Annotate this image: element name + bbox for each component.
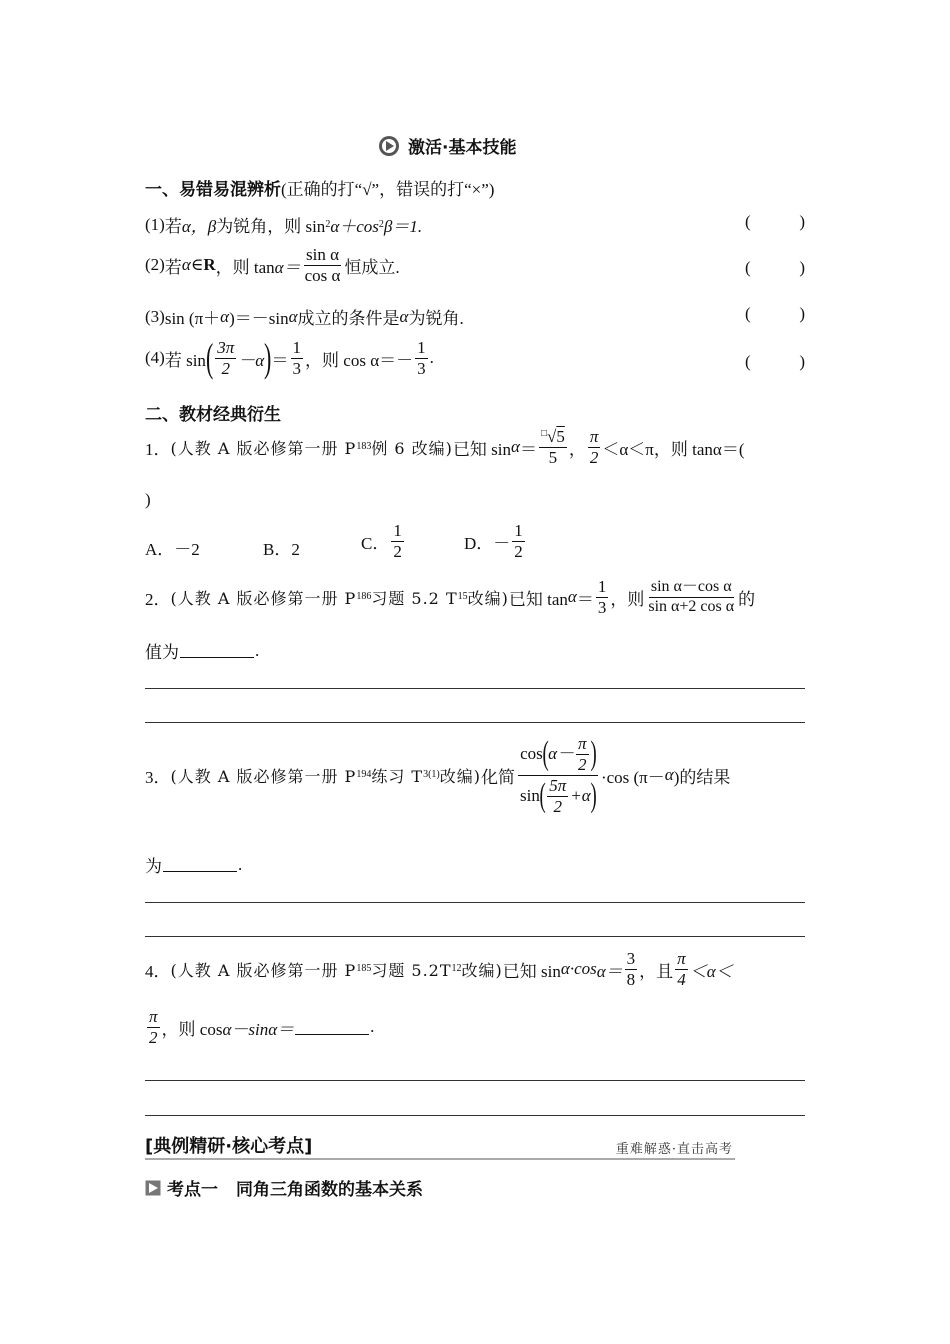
fraction: $\frac{1}{2}$ bbox=[393, 521, 402, 561]
answer-line[interactable] bbox=[145, 1115, 805, 1116]
answer-line[interactable] bbox=[145, 722, 805, 723]
answer-blank-q2[interactable] bbox=[180, 643, 254, 658]
answer-paren-3[interactable]: ( ) bbox=[745, 304, 805, 323]
answer-line[interactable] bbox=[145, 936, 805, 937]
banner-subtitle: 重难解惑·直击高考 bbox=[615, 1142, 733, 1157]
question-4-cont: $\frac{\pi}{2}$ ，则 cos α－sin α＝ . bbox=[149, 1007, 375, 1047]
answer-line[interactable] bbox=[145, 902, 805, 903]
section-header bbox=[378, 133, 516, 158]
fraction: $\frac{1}{3}$ bbox=[597, 577, 607, 617]
fraction: $\frac{\text{sin α}}{\text{cos α}}$ bbox=[304, 245, 341, 285]
topic-title: 同角三角函数的基本关系 bbox=[236, 1180, 423, 1200]
fraction: $\frac{^□√5}{5}$ bbox=[540, 427, 565, 467]
fraction: $\frac{1}{3}$ bbox=[417, 337, 426, 378]
question-3: 3． (人教 A 版必修第一册 P 194 练习 T 3(1) 改编) 化简 cos ( α－ $\frac{\pi}{2}$ ) sin ( $\frac{5\pi}{2}$ +α ) ·cos (π－ α )的结果 bbox=[145, 734, 731, 816]
answer-blank-q3[interactable] bbox=[163, 857, 237, 872]
item-2: (2) 若 α ∈ R ，则 tan α＝ $\frac{\text{sin α}}{\text{cos α}}$ 恒成立. bbox=[145, 245, 400, 285]
question-2-answer: 值为 . bbox=[145, 640, 260, 662]
topic-heading bbox=[145, 1175, 423, 1200]
fraction: $\frac{\pi}{2}$ bbox=[589, 427, 599, 467]
item-1: (1) 若 α，β 为锐角，则 sin 2 α＋cos 2 β＝1. bbox=[145, 214, 423, 236]
answer-paren-4[interactable]: ( ) bbox=[745, 352, 805, 371]
fraction: $\frac{\pi}{2}$ bbox=[149, 1007, 158, 1047]
section1-heading: 一、易错易混辨析 (正确的打“√”，错误的打“×”) bbox=[145, 180, 495, 200]
question-2: 2． (人教 A 版必修第一册 P 186 习题 5.2 T 15 改编) 已知 tan α ＝ $\frac{1}{3}$ ，则 $\frac{\text{sin α－cos α}}{\text{sin α+2 cos α}}$ 的 bbox=[145, 577, 756, 617]
option-b[interactable]: B．2 bbox=[263, 540, 300, 559]
item-4: (4) 若 sin ( $\frac{3\pi}{2}$ －α ) ＝ $\frac{1}{3}$ ，则 cos α＝－ $\frac{1}{3}$ . bbox=[145, 335, 434, 380]
section-banner bbox=[145, 1130, 735, 1160]
answer-blank-q4[interactable] bbox=[295, 1020, 369, 1035]
question-3-answer: 为 . bbox=[145, 854, 243, 876]
header-title: 激活·基本技能 bbox=[408, 138, 517, 158]
fraction: $\frac{5\pi}{2}$ bbox=[549, 775, 567, 816]
question-4: 4． (人教 A 版必修第一册 P 185 习题 5.2T 12 改编) 已知 sin α·cos α＝ $\frac{3}{8}$ ，且 $\frac{\pi}{4}$ ＜α＜ bbox=[145, 949, 733, 989]
answer-paren-2[interactable]: ( ) bbox=[745, 258, 805, 277]
play-circle-icon bbox=[378, 135, 400, 157]
option-d[interactable]: D． － $\frac{1}{2}$ bbox=[464, 521, 523, 561]
fraction: $\frac{1}{3}$ bbox=[292, 337, 302, 378]
option-a[interactable]: A．－2 bbox=[145, 540, 200, 559]
item-3: (3) sin (π＋ α )＝－sin α 成立的条件是 α 为锐角. bbox=[145, 306, 464, 328]
fraction: $\frac{3}{8}$ bbox=[626, 949, 636, 989]
answer-line[interactable] bbox=[145, 688, 805, 689]
fraction: $\frac{1}{2}$ bbox=[514, 521, 523, 561]
topic-label: 考点一 bbox=[167, 1180, 218, 1200]
compound-fraction: cos ( α－ $\frac{\pi}{2}$ ) sin ( $\frac{5\pi}{2}$ +α ) bbox=[520, 734, 597, 816]
question-1-close: ) bbox=[145, 490, 151, 509]
fraction: $\frac{\pi}{4}$ bbox=[677, 949, 686, 989]
option-c[interactable]: C． $\frac{1}{2}$ bbox=[361, 521, 402, 561]
fraction: $\frac{3\pi}{2}$ bbox=[217, 337, 235, 378]
answer-line[interactable] bbox=[145, 1080, 805, 1081]
banner-title: [典例精研·核心考点] bbox=[145, 1136, 313, 1157]
fraction: $\frac{\pi}{2}$ bbox=[578, 734, 587, 774]
fraction: $\frac{\text{sin α－cos α}}{\text{sin α+2 cos α}}$ bbox=[648, 578, 735, 615]
answer-paren-1[interactable]: ( ) bbox=[745, 212, 805, 231]
question-1: 1． (人教 A 版必修第一册 P 183 例 6 改编) 已知 sin α ＝ $\frac{^□√5}{5}$ ， $\frac{\pi}{2}$ ＜α＜π，则 tan α＝( bbox=[145, 427, 745, 467]
section2-heading: 二、教材经典衍生 bbox=[145, 405, 281, 425]
play-triangle-icon bbox=[145, 1180, 161, 1196]
